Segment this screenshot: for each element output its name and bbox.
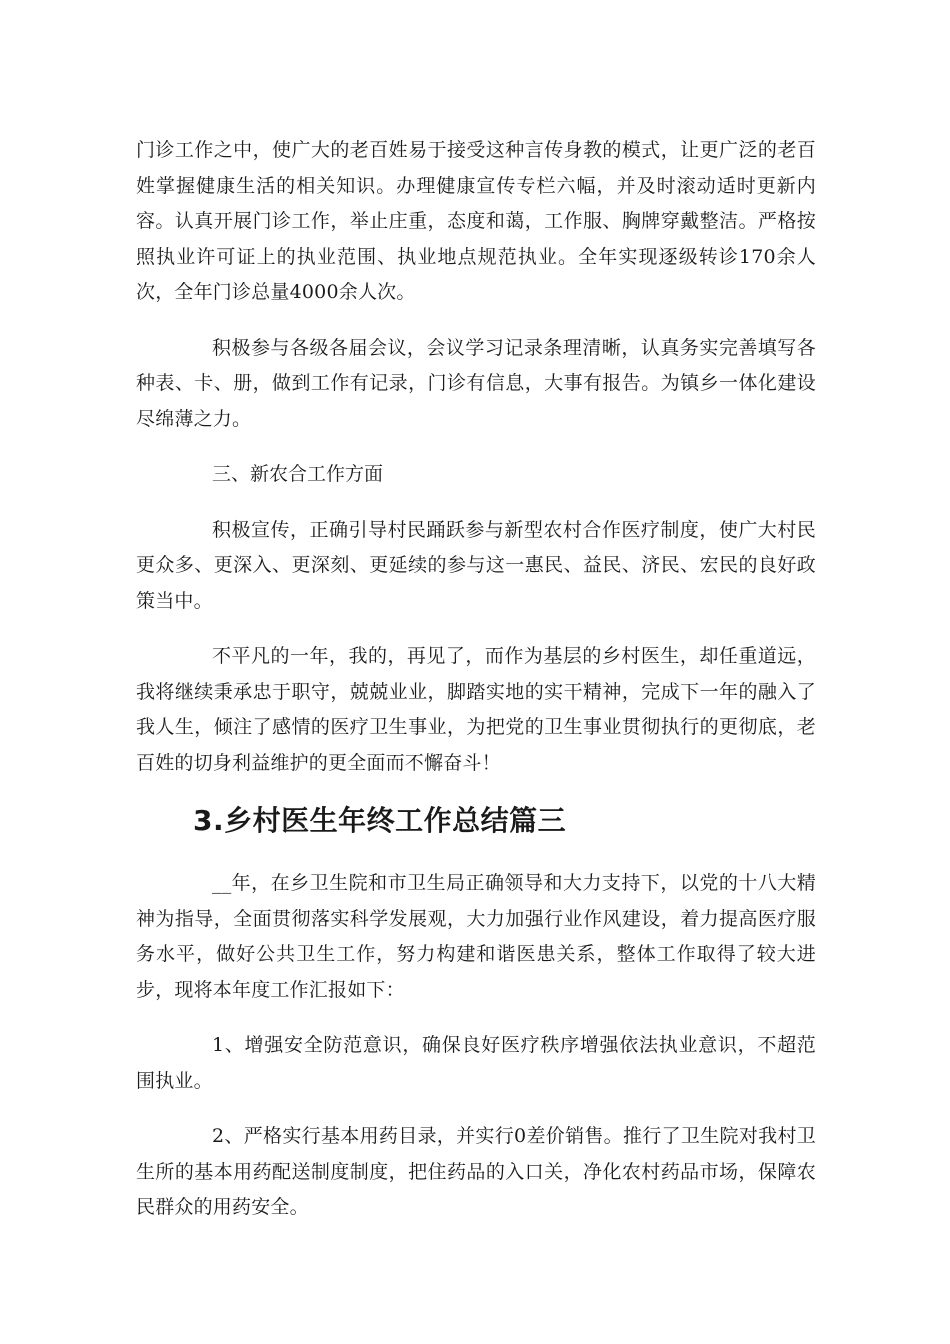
paragraph-outpatient-work: 门诊工作之中，使广大的老百姓易于接受这种言传身教的模式，让更广泛的老百姓掌握健康生活的相关知识。办理健康宣传专栏六幅，并及时滚动适时更新内容。认真开展门诊工作，举止庄重，态度和蔼，工作服、胸牌穿戴整洁。严格按照执业许可证上的执业范围、执业地点规范执业。全年实现逐级转诊170余人次，全年门诊总量4000余人次。: [136, 139, 816, 303]
paragraph-item-1: 1、增强安全防范意识，确保良好医疗秩序增强依法执业意识，不超范围执业。: [136, 1034, 816, 1092]
paragraph-item-2: 2、严格实行基本用药目录，并实行0差价销售。推行了卫生院对我村卫生所的基本用药配送制度制度，把住药品的入口关，净化农村药品市场，保障农民群众的用药安全。: [136, 1125, 816, 1218]
paragraph-intro: __年，在乡卫生院和市卫生局正确领导和大力支持下，以党的十八大精神为指导，全面贯彻落实科学发展观，大力加强行业作风建设，着力提高医疗服务水平，做好公共卫生工作，努力构建和谐医患关系，整体工作取得了较大进步，现将本年度工作汇报如下：: [136, 872, 816, 1001]
section-heading-rural-cooperative: 三、新农合工作方面: [212, 463, 384, 485]
paragraph-meetings: 积极参与各级各届会议，会议学习记录条理清晰，认真务实完善填写各种表、卡、册，做到工作有记录，门诊有信息，大事有报告。为镇乡一体化建设尽绵薄之力。: [136, 336, 816, 430]
paragraph-conclusion: 不平凡的一年，我的，再见了，而作为基层的乡村医生，却任重道远，我将继续秉承忠于职守，兢兢业业，脚踏实地的实干精神，完成下一年的融入了我人生，倾注了感情的医疗卫生事业，为把党的卫生事业贯彻执行的更彻底，老百姓的切身利益维护的更全面而不懈奋斗！: [136, 645, 816, 774]
paragraph-cooperative-publicity: 积极宣传，正确引导村民踊跃参与新型农村合作医疗制度，使广大村民更众多、更深入、更深刻、更延续的参与这一惠民、益民、济民、宏民的良好政策当中。: [136, 518, 816, 612]
article-heading: 3.乡村医生年终工作总结篇三: [193, 804, 567, 837]
